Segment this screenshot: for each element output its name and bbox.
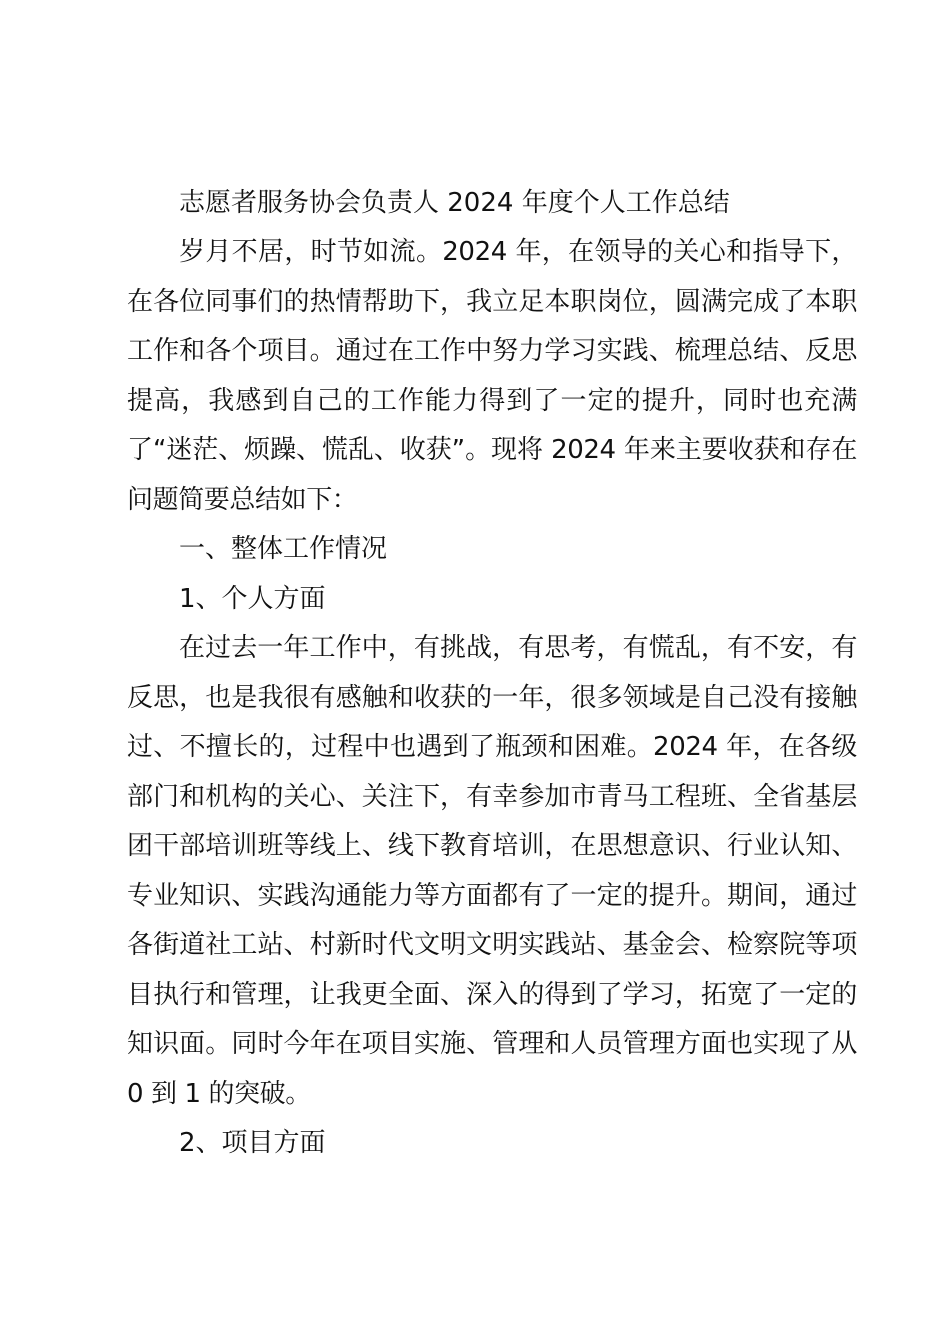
section-heading-overall: 一、整体工作情况 bbox=[179, 534, 388, 564]
subsection-heading-project: 2、项目方面 bbox=[179, 1128, 326, 1158]
subsection-heading-personal: 1、个人方面 bbox=[179, 583, 326, 614]
document-page bbox=[127, 178, 857, 1169]
intro-paragraph: 岁月不居，时节如流。2024 年，在领导的关心和指导下，在各位同事们的热情帮助下，我立足本职岗位，圆满完成了本职工作和各个项目。通过在工作中努力学习实践、梳理总结、反思提高，我感到自己的工作能力得到了一定的提升，同时也充满了“迷茫、烦躁、慌乱、收获”。现将 2024 年来主要收获和存在问题简要总结如下： bbox=[127, 237, 857, 515]
personal-paragraph: 在过去一年工作中，有挑战，有思考，有慌乱，有不安，有反思，也是我很有感触和收获的一年，很多领域是自己没有接触过、不擅长的，过程中也遇到了瓶颈和困难。2024 年，在各级部门和机构的关心、关注下，有幸参加市青马工程班、全省基层团干部培训班等线上、线下教育培训，在思想意识、行业认知、专业知识、实践沟通能力等方面都有了一定的提升。期间，通过各街道社工站、村新时代文明文明实践站、基金会、检察院等项目执行和管理，让我更全面、深入的得到了学习，拓宽了一定的知识面。同时今年在项目实施、管理和人员管理方面也实现了从 0 到 1 的突破。 bbox=[127, 633, 857, 1109]
document-title: 志愿者服务协会负责人 2024 年度个人工作总结 bbox=[179, 188, 730, 218]
